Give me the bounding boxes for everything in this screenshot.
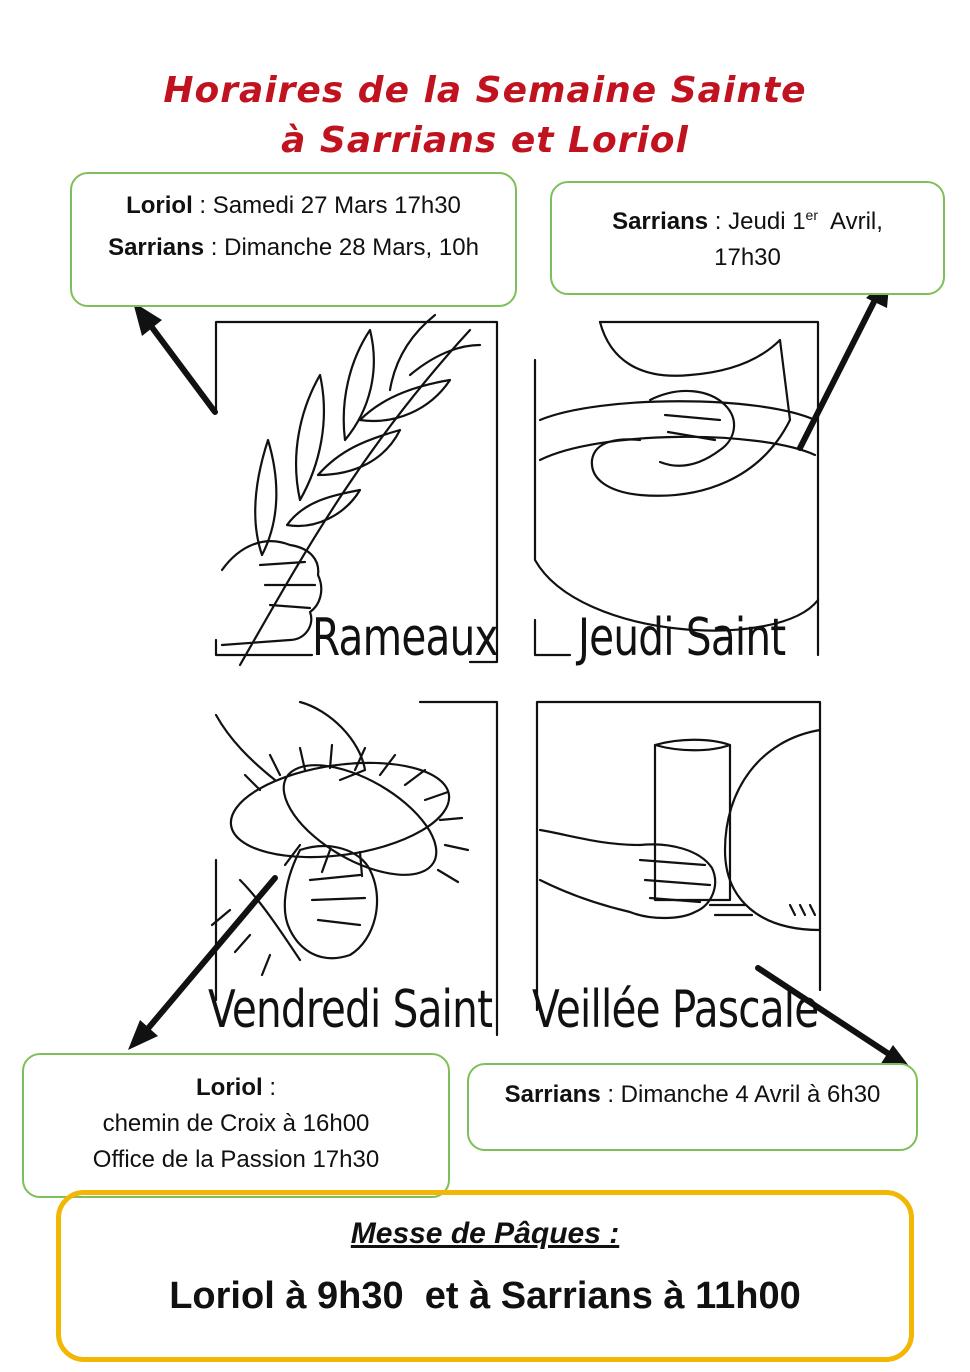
rameaux-sarrians-line xyxy=(72,230,515,266)
jeudi-text-after: Avril, xyxy=(818,208,883,235)
page-title-line1: Horaires de la Semaine Sainte xyxy=(163,70,807,111)
rameaux-sarrians-label: Sarrians xyxy=(108,234,205,261)
page-title-line2: à Sarrians et Loriol xyxy=(281,120,689,161)
jeudi-line1 xyxy=(552,197,943,240)
arrows xyxy=(140,290,898,1060)
vendredi-loriol-label: Loriol xyxy=(196,1074,263,1101)
jeudi-superscript: er xyxy=(805,207,818,223)
panel-label-rameaux: Rameaux xyxy=(312,608,498,668)
vendredi-schedule-box xyxy=(22,1053,450,1198)
easter-mass-times: Loriol à 9h30 et à Sarrians à 11h00 xyxy=(169,1275,801,1317)
arrow-to-jeudi-box xyxy=(800,290,880,448)
vendredi-line1 xyxy=(24,1070,448,1106)
veillee-text: : Dimanche 4 Avril à 6h30 xyxy=(600,1081,881,1108)
veillee-sarrians-label: Sarrians xyxy=(504,1081,601,1108)
panel-label-jeudi: Jeudi Saint xyxy=(578,608,786,668)
rameaux-loriol-label: Loriol xyxy=(126,192,193,219)
jeudi-sarrians-label: Sarrians xyxy=(612,208,709,235)
panel-label-vendredi: Vendredi Saint xyxy=(208,980,493,1040)
vendredi-loriol-suffix: : xyxy=(262,1074,276,1101)
veillee-panel-art xyxy=(537,702,820,1010)
arrow-to-rameaux-box xyxy=(145,318,215,412)
vendredi-line2: chemin de Croix à 16h00 xyxy=(102,1110,370,1137)
rameaux-loriol-text: : Samedi 27 Mars 17h30 xyxy=(192,192,461,219)
rameaux-schedule-box xyxy=(70,172,517,307)
jeudi-panel-art xyxy=(535,322,818,655)
jeudi-schedule-box xyxy=(550,181,945,295)
easter-mass-title: Messe de Pâques : xyxy=(350,1217,620,1250)
panel-label-veillee: Veillée Pascale xyxy=(532,980,819,1040)
jeudi-line2: 17h30 xyxy=(714,244,781,271)
rameaux-loriol-line xyxy=(72,188,515,224)
jeudi-text-before: : Jeudi 1 xyxy=(708,208,806,235)
easter-mass-box xyxy=(56,1190,914,1362)
veillee-line xyxy=(469,1077,916,1113)
rameaux-sarrians-text: : Dimanche 28 Mars, 10h xyxy=(204,234,479,261)
vendredi-line3: Office de la Passion 17h30 xyxy=(92,1146,380,1173)
veillee-schedule-box xyxy=(467,1063,918,1151)
